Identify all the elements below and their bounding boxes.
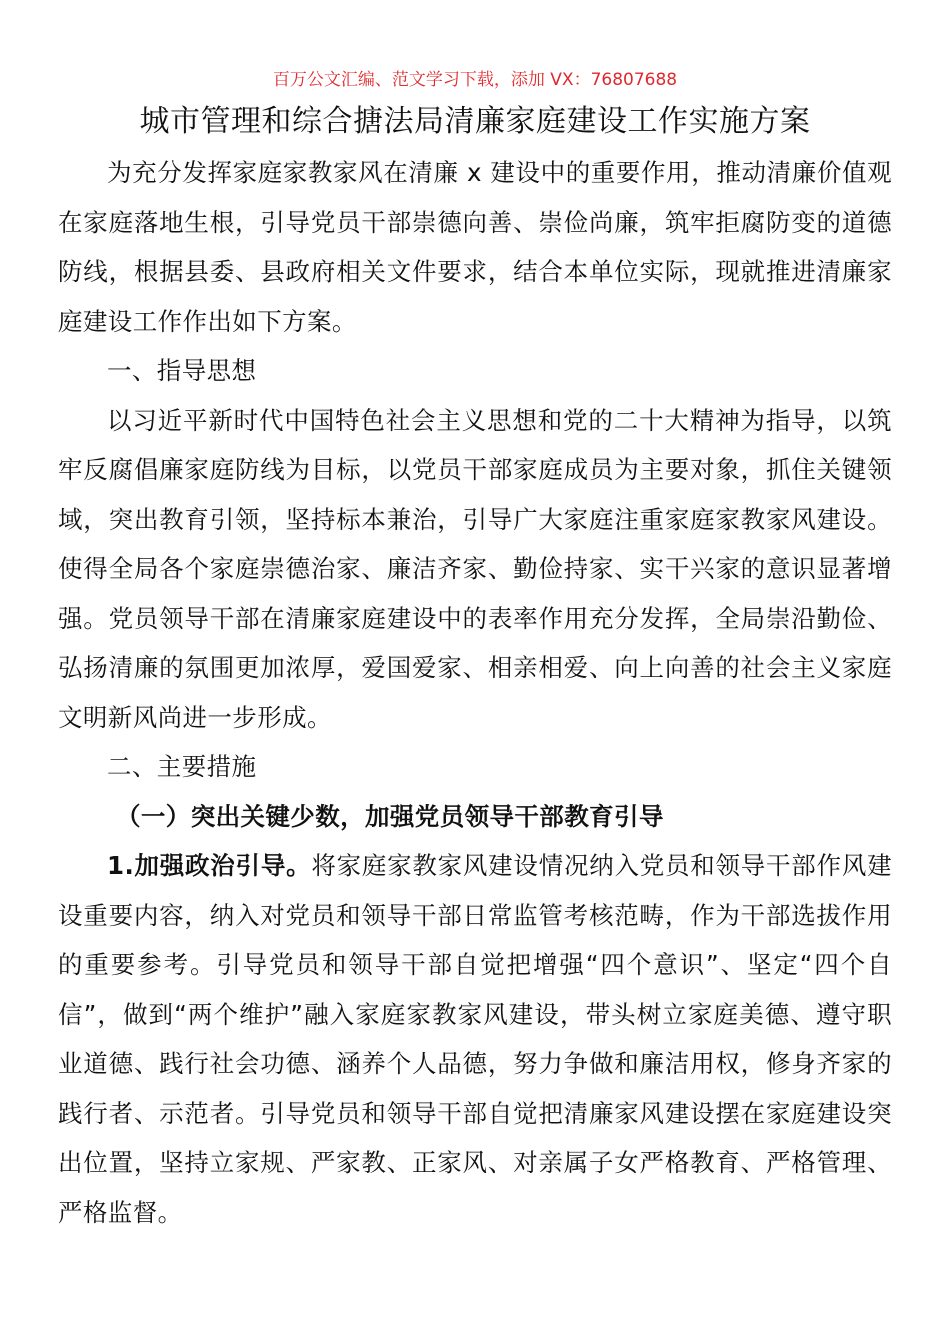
measure-paragraph-political-guidance [58, 841, 892, 1237]
guiding-thought-paragraph: 以习近平新时代中国特色社会主义思想和党的二十大精神为指导，以筑牢反腐倡廉家庭防线为目标，以党员干部家庭成员为主要对象，抓住关键领域，突出教育引领，坚持标本兼治，引导广大家庭注重家庭家教家风建设。使得全局各个家庭崇德治家、廉洁齐家、勤俭持家、实干兴家的意识显著增强。党员领导干部在清廉家庭建设中的表率作用充分发挥，全局崇沿勤俭、弘扬清廉的氛围更加浓厚，爱国爱家、相亲相爱、向上向善的社会主义家庭文明新风尚进一步形成。 [58, 405, 892, 732]
section-heading-main-measures: 二、主要措施 [107, 752, 257, 781]
measure-body-text: 将家庭家教家风建设情况纳入党员和领导干部作风建设重要内容，纳入对党员和领导干部日常监管考核范畴，作为干部选拔作用的重要参考。引导党员和领导干部自觉把增强“四个意识”、坚定“四个自信”，做到“两个维护”融入家庭家教家风建设，带头树立家庭美德、遵守职业道德、践行社会功德、涵养个人品德，努力争做和廉洁用权，修身齐家的践行者、示范者。引导党员和领导干部自觉把清廉家风建设摆在家庭建设突出位置，坚持立家规、严家教、正家风、对亲属子女严格教育、严格管理、严格监督。 [58, 851, 892, 1227]
intro-paragraph: 为充分发挥家庭家教家风在清廉 x 建设中的重要作用，推动清廉价值观在家庭落地生根，引导党员干部崇德向善、崇俭尚廉，筑牢拒腐防变的道德防线，根据县委、县政府相关文件要求，结合本单位实际，现就推进清廉家庭建设工作作出如下方案。 [58, 158, 892, 336]
header-note: 百万公文汇编、范文学习下载，添加 VX：76807688 [272, 70, 678, 90]
subsection-heading-key-minority: （一）突出关键少数，加强党员领导干部教育引导 [116, 801, 664, 831]
measure-lead-text: 1.加强政治引导。 [107, 851, 312, 880]
section-heading-guiding-thought: 一、指导思想 [107, 356, 257, 385]
page-title: 城市管理和综合搪法局清廉家庭建设工作实施方案 [139, 104, 811, 139]
